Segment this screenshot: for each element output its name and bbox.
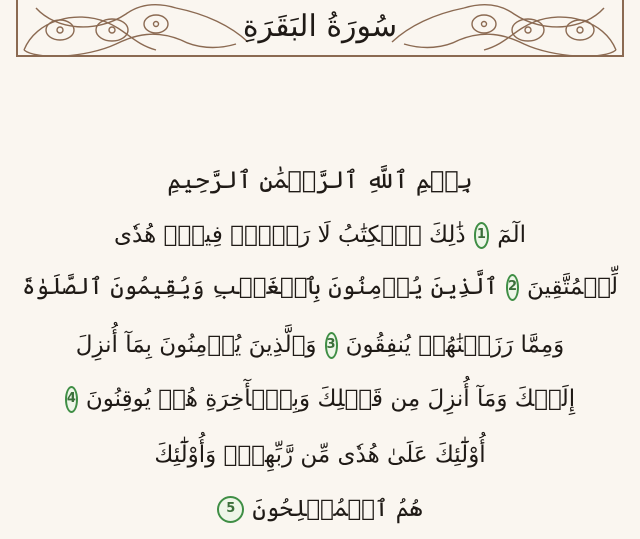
ayah-number-marker[interactable]: 4 bbox=[65, 386, 78, 413]
ayah-number-marker[interactable]: 3 bbox=[325, 332, 338, 359]
verse-text: ذَٰلِكَ ٱلۡكِتَٰبُ لَا رَيۡبَۛ فِيهِۛ هُدٗى bbox=[114, 222, 466, 248]
basmala: بِسۡمِ ٱللَّهِ ٱلرَّحۡمَٰنِ ٱلرَّحِيمِ bbox=[167, 166, 473, 194]
ayah-number-marker[interactable]: 5 bbox=[217, 496, 244, 523]
ayah-number-marker[interactable]: 2 bbox=[506, 274, 519, 301]
verse-text: وَٱلَّذِينَ يُؤۡمِنُونَ بِمَآ أُنزِلَ bbox=[75, 332, 317, 358]
verse-line bbox=[110, 210, 530, 260]
ayah-number-marker[interactable]: 1 bbox=[474, 222, 490, 249]
verse-text: أُوْلَٰٓئِكَ عَلَىٰ هُدٗى مِّن رَّبِّهِمۡۖ وَأُوْلَٰٓئِكَ bbox=[154, 442, 486, 468]
verse-text: لِّلۡمُتَّقِينَ bbox=[527, 274, 618, 300]
verse-text: هُمُ ٱلۡمُفۡلِحُونَ bbox=[252, 496, 423, 522]
verse-text: الٓمٓ bbox=[497, 222, 526, 248]
surah-header bbox=[16, 0, 624, 58]
verse-text: إِلَيۡكَ وَمَآ أُنزِلَ مِن قَبۡلِكَ وَبِٱلۡأٓخِرَةِ هُمۡ يُوقِنُونَ bbox=[85, 386, 576, 412]
verse-line bbox=[66, 374, 576, 424]
verse-text: وَمِمَّا رَزَقۡنَٰهُمۡ يُنفِقُونَ bbox=[345, 332, 565, 358]
verse-line bbox=[22, 262, 618, 312]
verse-line bbox=[110, 484, 530, 534]
verse-text: ٱلَّذِينَ يُؤۡمِنُونَ بِٱلۡغَيۡبِ وَيُقِيمُونَ ٱلصَّلَوٰةَ bbox=[22, 274, 498, 300]
surah-title: سُورَةُ البَقَرَةِ bbox=[242, 9, 398, 44]
verse-line bbox=[110, 430, 530, 480]
verse-line bbox=[75, 320, 565, 370]
